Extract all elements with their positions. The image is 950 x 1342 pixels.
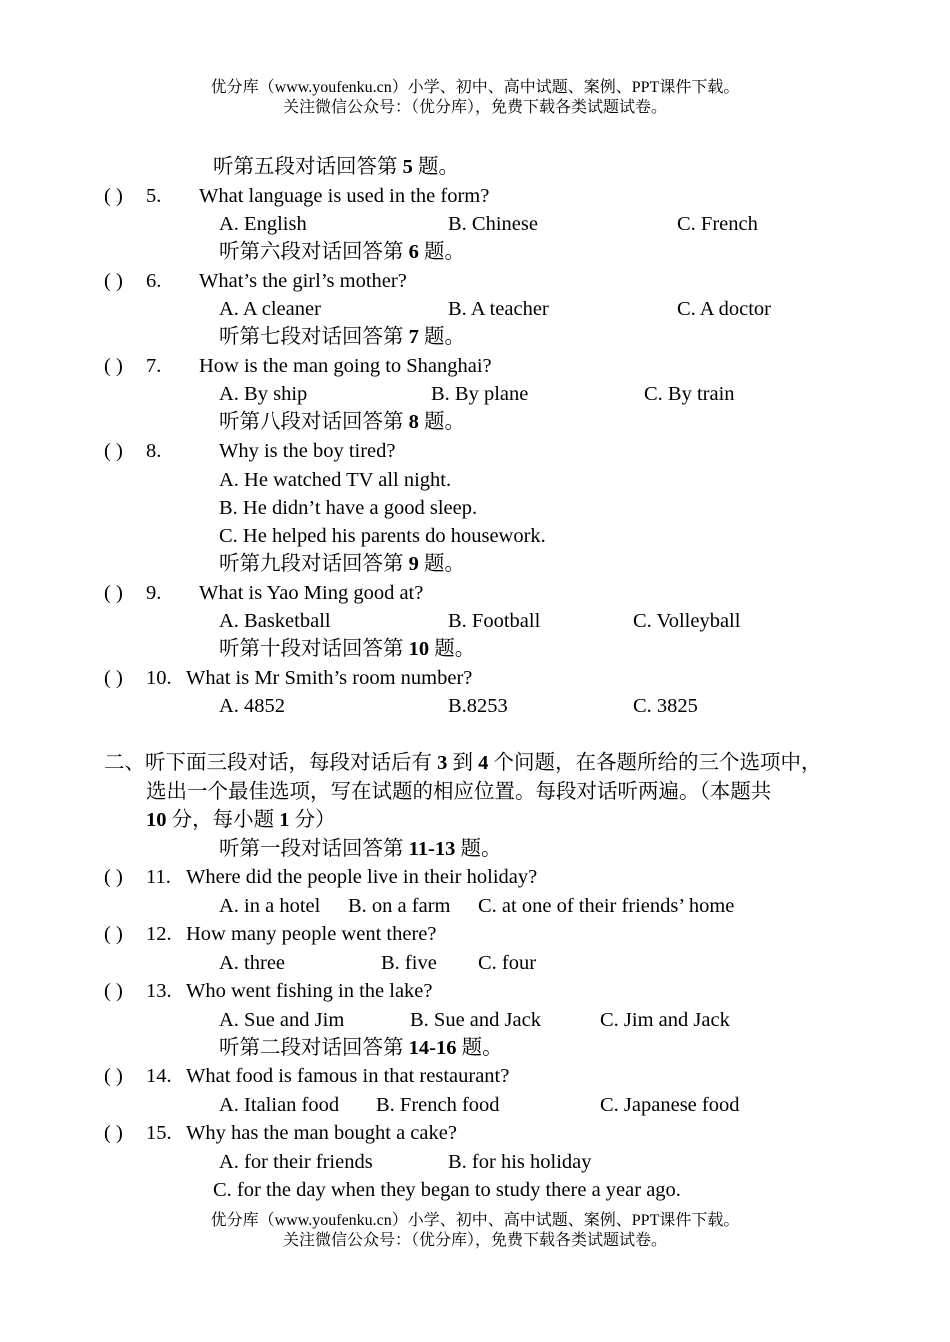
intro-number: 14-16 (408, 1037, 457, 1059)
answer-blank-15[interactable]: ( ) (104, 1122, 123, 1144)
intro-number: 10 (408, 638, 430, 660)
section-intro-5 (213, 154, 459, 180)
question-text-7: How is the man going to Shanghai? (199, 355, 492, 377)
intro-number: 9 (408, 553, 419, 575)
option-11a: A. in a hotel (219, 895, 321, 917)
instr-text: 二、听下面三段对话，每段对话后有 (104, 752, 438, 774)
part2-instruction-line-1 (104, 750, 822, 776)
question-number-15: 15. (146, 1122, 172, 1144)
intro-text-end: 题。 (418, 326, 465, 348)
option-14c: C. Japanese food (600, 1094, 740, 1116)
section-intro-9 (219, 551, 465, 577)
instr-number: 1 (279, 809, 290, 831)
option-8a: A. He watched TV all night. (219, 469, 452, 491)
question-text-9: What is Yao Ming good at? (199, 582, 424, 604)
part2-instruction-line-3 (146, 807, 336, 833)
option-6b: B. A teacher (448, 298, 549, 320)
answer-blank-14[interactable]: ( ) (104, 1065, 123, 1087)
intro-text: 听第五段对话回答第 (213, 156, 403, 178)
question-number-7: 7. (146, 355, 162, 377)
answer-blank-13[interactable]: ( ) (104, 980, 123, 1002)
option-14a: A. Italian food (219, 1094, 340, 1116)
question-text-12: How many people went there? (186, 923, 437, 945)
question-number-9: 9. (146, 582, 162, 604)
option-7a: A. By ship (219, 383, 308, 405)
option-15a: A. for their friends (219, 1151, 373, 1173)
intro-text: 听第八段对话回答第 (219, 411, 409, 433)
option-13a: A. Sue and Jim (219, 1009, 345, 1031)
footer-line-1: 优分库（www.youfenku.cn）小学、初中、高中试题、案例、PPT课件下载。 (210, 1212, 740, 1229)
instr-number: 3 (437, 752, 448, 774)
intro-text-end: 题。 (456, 1037, 503, 1059)
option-12c: C. four (478, 952, 537, 974)
answer-blank-9[interactable]: ( ) (104, 582, 123, 604)
section-intro-11-13 (219, 836, 501, 862)
option-15c: C. for the day when they began to study there a year ago. (213, 1179, 681, 1201)
intro-text-end: 题。 (412, 156, 459, 178)
option-9c: C. Volleyball (633, 610, 741, 632)
option-13c: C. Jim and Jack (600, 1009, 730, 1031)
question-text-10: What is Mr Smith’s room number? (186, 667, 473, 689)
option-5a: A. English (219, 213, 307, 235)
answer-blank-7[interactable]: ( ) (104, 355, 123, 377)
intro-text-end: 题。 (429, 638, 476, 660)
intro-text-end: 题。 (455, 838, 502, 860)
instr-text: 到 (447, 752, 479, 774)
option-10b: B.8253 (448, 695, 508, 717)
question-number-12: 12. (146, 923, 172, 945)
section-intro-7 (219, 324, 465, 350)
intro-text: 听第七段对话回答第 (219, 326, 409, 348)
instr-number: 10 (146, 809, 167, 831)
option-10a: A. 4852 (219, 695, 286, 717)
option-13b: B. Sue and Jack (410, 1009, 541, 1031)
instr-text: 分） (289, 809, 336, 831)
answer-blank-11[interactable]: ( ) (104, 866, 123, 888)
intro-number: 5 (402, 156, 413, 178)
intro-text: 听第九段对话回答第 (219, 553, 409, 575)
header-line-1: 优分库（www.youfenku.cn）小学、初中、高中试题、案例、PPT课件下载。 (210, 79, 740, 96)
question-number-8: 8. (146, 440, 162, 462)
question-number-14: 14. (146, 1065, 172, 1087)
option-14b: B. French food (376, 1094, 500, 1116)
option-7c: C. By train (644, 383, 735, 405)
question-text-8: Why is the boy tired? (219, 440, 396, 462)
answer-blank-12[interactable]: ( ) (104, 923, 123, 945)
intro-number: 11-13 (408, 838, 456, 860)
question-number-11: 11. (146, 866, 171, 888)
answer-blank-5[interactable]: ( ) (104, 185, 123, 207)
option-10c: C. 3825 (633, 695, 698, 717)
question-number-13: 13. (146, 980, 172, 1002)
option-6a: A. A cleaner (219, 298, 321, 320)
question-text-6: What’s the girl’s mother? (199, 270, 407, 292)
intro-number: 8 (408, 411, 419, 433)
option-9a: A. Basketball (219, 610, 331, 632)
intro-number: 7 (408, 326, 419, 348)
section-intro-8 (219, 409, 465, 435)
answer-blank-8[interactable]: ( ) (104, 440, 123, 462)
question-number-6: 6. (146, 270, 162, 292)
section-intro-10 (219, 636, 475, 662)
footer-line-2: 关注微信公众号：（优分库），免费下载各类试题试卷。 (282, 1232, 667, 1249)
option-11c: C. at one of their friends’ home (478, 895, 735, 917)
option-11b: B. on a farm (348, 895, 451, 917)
question-text-11: Where did the people live in their holiday? (186, 866, 538, 888)
option-12b: B. five (381, 952, 437, 974)
option-5c: C. French (677, 213, 758, 235)
question-text-13: Who went fishing in the lake? (186, 980, 433, 1002)
intro-text: 听第六段对话回答第 (219, 241, 409, 263)
instr-text: 分，每小题 (166, 809, 280, 831)
intro-text-end: 题。 (418, 553, 465, 575)
option-8c: C. He helped his parents do housework. (219, 525, 546, 547)
option-5b: B. Chinese (448, 213, 538, 235)
question-text-5: What language is used in the form? (199, 185, 490, 207)
option-15b: B. for his holiday (448, 1151, 592, 1173)
question-number-10: 10. (146, 667, 172, 689)
question-text-15: Why has the man bought a cake? (186, 1122, 457, 1144)
intro-number: 6 (408, 241, 419, 263)
option-9b: B. Football (448, 610, 541, 632)
question-number-5: 5. (146, 185, 162, 207)
intro-text: 听第十段对话回答第 (219, 638, 409, 660)
option-6c: C. A doctor (677, 298, 771, 320)
intro-text-end: 题。 (418, 241, 465, 263)
intro-text-end: 题。 (418, 411, 465, 433)
section-intro-14-16 (219, 1035, 503, 1061)
option-7b: B. By plane (431, 383, 529, 405)
question-text-14: What food is famous in that restaurant? (186, 1065, 510, 1087)
part2-instruction-line-2: 选出一个最佳选项，写在试题的相应位置。每段对话听两遍。（本题共 (146, 781, 772, 803)
intro-text: 听第二段对话回答第 (219, 1037, 409, 1059)
instr-text: 个问题，在各题所给的三个选项中， (488, 752, 822, 774)
answer-blank-10[interactable]: ( ) (104, 667, 123, 689)
instr-number: 4 (478, 752, 489, 774)
intro-text: 听第一段对话回答第 (219, 838, 409, 860)
option-12a: A. three (219, 952, 286, 974)
section-intro-6 (219, 239, 465, 265)
answer-blank-6[interactable]: ( ) (104, 270, 123, 292)
header-line-2: 关注微信公众号：（优分库），免费下载各类试题试卷。 (282, 99, 667, 116)
option-8b: B. He didn’t have a good sleep. (219, 497, 478, 519)
